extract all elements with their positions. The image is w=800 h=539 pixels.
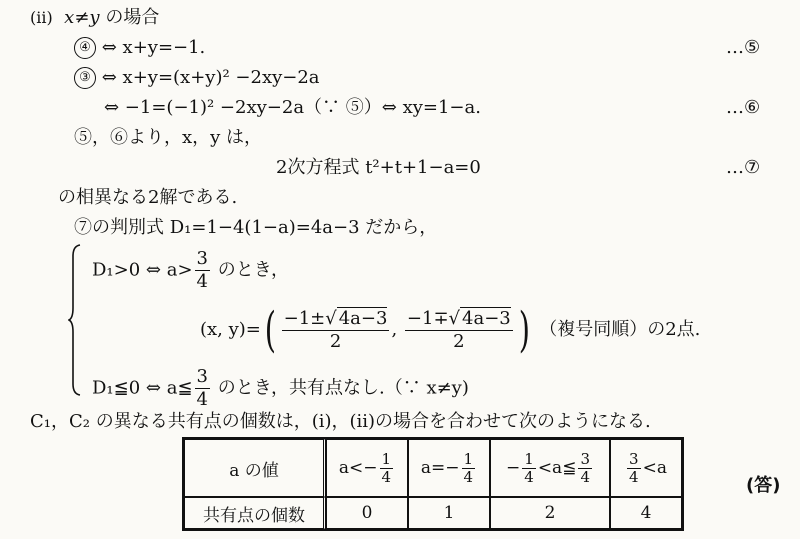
line-discriminant: ⑦の判別式 D₁=1−4(1−a)=4a−3 だから， [74, 217, 438, 238]
case2-tail: のとき，共有点なし.（∵ x≠y) [217, 377, 469, 399]
count-cell: 0 [326, 497, 408, 529]
frac-num: 1 [524, 449, 534, 468]
ref-7: …⑦ [726, 157, 761, 178]
case2-line [92, 366, 469, 411]
frac-num: 1 [463, 449, 474, 468]
neq-sign: ≠ [74, 7, 90, 28]
eq6-expr: ⇔ −1=(−1)² −2xy−2a（∵ ⑤）⇔ xy=1−a. [104, 97, 481, 118]
case1-line [92, 248, 289, 293]
line-distinct: の相異なる2解である. [58, 187, 238, 208]
frac-num: 3 [629, 449, 639, 468]
root1-radicand: 4a−3 [338, 307, 388, 329]
frac-1-4 [380, 451, 394, 486]
left-brace [68, 244, 82, 396]
frac-1-4 [462, 451, 476, 486]
frac-num: 3 [196, 366, 208, 387]
frac-3-4 [627, 451, 641, 486]
frac-3-4 [195, 248, 210, 293]
answer-label: (答) [746, 475, 781, 496]
circle-3: ③ [74, 67, 96, 89]
case1-tail: のとき， [217, 259, 289, 281]
frac-den: 4 [580, 467, 590, 486]
case2-cond: D₁≦0 ⇔ a≦ [92, 377, 193, 399]
frac-den: 4 [196, 271, 208, 292]
quad-expr: t²+t+1−a=0 [365, 157, 481, 178]
paren-close: ) [518, 302, 530, 358]
count-cell: 4 [610, 497, 682, 529]
result-table [182, 437, 684, 531]
var-x: x [64, 7, 75, 28]
cell-pre: − [506, 457, 521, 478]
cell-post: <a [642, 457, 667, 478]
summary-line: C₁，C₂ の異なる共有点の個数は，(ⅰ)，(ⅱ)の場合を合わせて次のようになる. [30, 411, 651, 432]
root2-prefix: −1∓ [406, 307, 449, 329]
line-eq3 [74, 66, 320, 90]
table-header-a: a の値 [184, 439, 326, 497]
frac-num: 3 [196, 248, 208, 269]
cell-mid: <a≦ [537, 457, 577, 478]
cell-range-2 [408, 439, 490, 497]
points-lead: (x, y)= [200, 319, 261, 340]
eq4-expr: ⇔ x+y=−1. [101, 37, 206, 58]
cell-range-3 [490, 439, 610, 497]
case1-cond: D₁>0 ⇔ a> [92, 259, 193, 281]
cell-range-4 [610, 439, 682, 497]
frac-den: 4 [463, 467, 474, 486]
quad-label: 2次方程式 [276, 157, 360, 178]
table-row [184, 497, 682, 529]
header-text: の場合 [105, 7, 160, 28]
line-quadratic [276, 156, 481, 180]
roman-ii: (ⅱ) [30, 8, 53, 27]
case-header [30, 6, 159, 30]
count-cell: 1 [408, 497, 490, 529]
table-header-count: 共有点の個数 [184, 497, 326, 529]
root2-den: 2 [453, 330, 465, 352]
eq3-expr: ⇔ x+y=(x+y)² −2xy−2a [101, 67, 320, 88]
line-eq4 [74, 36, 205, 60]
root1-den: 2 [329, 330, 342, 352]
frac-3-4-b [195, 366, 210, 411]
points-tail: （複号同順）の2点. [539, 319, 701, 340]
root1-prefix: −1± [283, 307, 326, 329]
table-row [184, 439, 682, 497]
frac-den: 4 [196, 389, 208, 410]
count-cell: 2 [490, 497, 610, 529]
var-y: y [89, 7, 100, 28]
cell-pre: a=− [420, 457, 460, 478]
frac-3-4 [578, 451, 592, 486]
frac-num: 1 [381, 449, 392, 468]
root2-radicand: 4a−3 [462, 307, 511, 329]
line-eq6 [104, 96, 481, 120]
cell-pre: a<− [338, 457, 378, 478]
frac-den: 4 [629, 467, 639, 486]
case1-points: (x, y)=( $\frac{-1\pm√ 4a-3}{2}$ , $\frac{-1\mp√ 4a-3}{2}$ ) （複号同順）の2点. [200, 302, 701, 358]
frac-den: 4 [524, 467, 534, 486]
ref-5: …⑤ [726, 37, 761, 58]
frac-1-4 [522, 451, 536, 486]
frac-num: 3 [580, 449, 590, 468]
root-frac-1: $\frac{-1\pm√ 4a-3}{2}$ [283, 307, 388, 352]
cell-range-1 [326, 439, 408, 497]
paren-open: ( [264, 302, 276, 358]
frac-den: 4 [381, 467, 392, 486]
circle-4: ④ [74, 37, 96, 59]
ref-6: …⑥ [726, 97, 761, 118]
root-frac-2: $\frac{-1\mp√ 4a-3}{2}$ [406, 307, 511, 352]
line-xy: ⑤，⑥より，x，y は， [74, 127, 263, 148]
